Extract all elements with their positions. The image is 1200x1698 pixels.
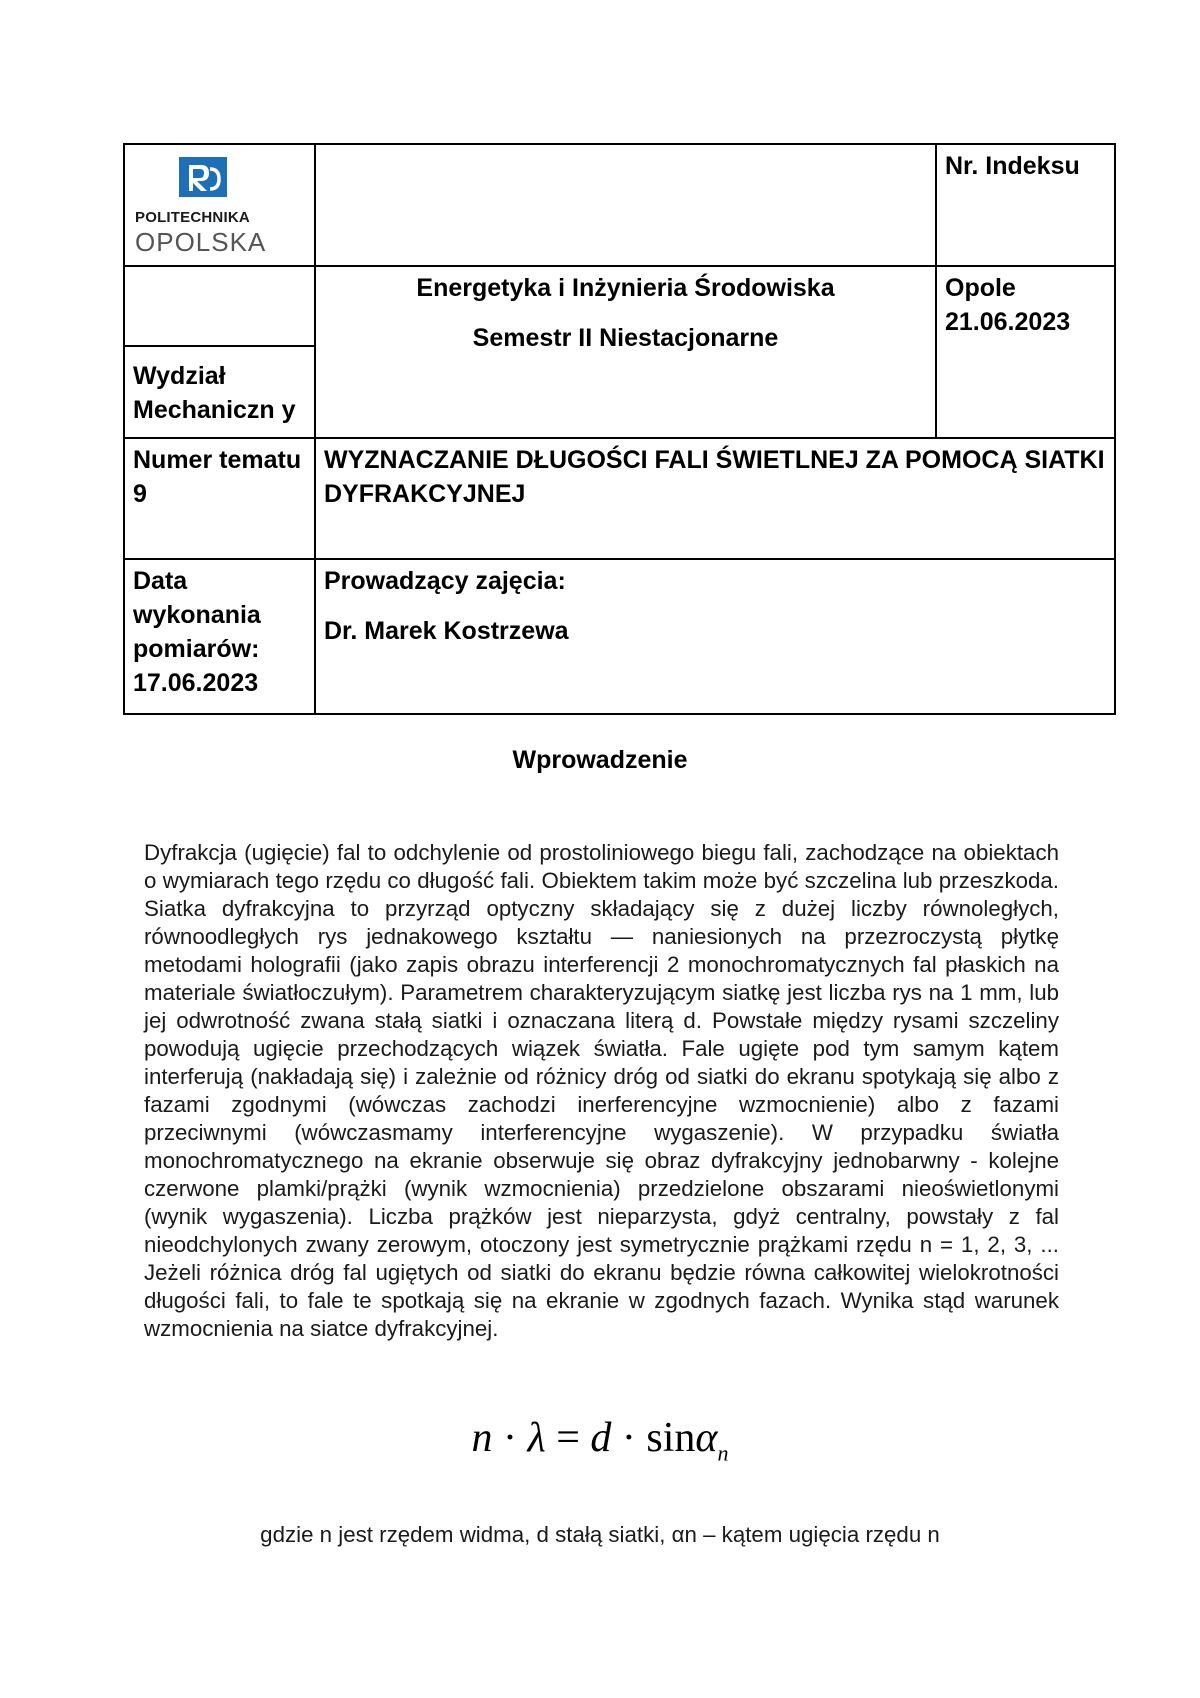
- report-date: 21.06.2023: [945, 308, 1071, 336]
- formula-equals: =: [556, 1415, 580, 1461]
- logo-mark-icon: [179, 157, 227, 197]
- formula-d: d: [590, 1415, 612, 1461]
- grating-equation: [0, 1410, 1200, 1481]
- topic-number-cell: [124, 438, 315, 559]
- university-logo: [135, 151, 265, 261]
- report-header-table: [123, 143, 1116, 715]
- index-number-cell: [936, 144, 1115, 266]
- topic-title-cell: [315, 438, 1115, 559]
- formula-subscript: n: [717, 1440, 729, 1466]
- place: Opole: [945, 274, 1016, 302]
- logo-cell: [124, 144, 315, 266]
- semester: Semestr II Niestacjonarne: [472, 324, 779, 352]
- instructor-label: Prowadzący zajęcia:: [324, 567, 566, 595]
- formula-dot-1: ·: [503, 1415, 518, 1461]
- instructor-name: Dr. Marek Kostrzewa: [324, 617, 569, 645]
- topic-number-label: Numer tematu 9: [133, 446, 302, 508]
- field-of-study: Energetyka i Inżynieria Środowiska: [416, 274, 835, 302]
- measurement-date-cell: [124, 559, 315, 714]
- logo-name: POLITECHNIKA: [135, 209, 250, 226]
- instructor-cell: [315, 559, 1115, 714]
- formula-alpha: α: [695, 1415, 718, 1461]
- formula-lambda: λ: [527, 1415, 546, 1461]
- topic-title: WYZNACZANIE DŁUGOŚCI FALI ŚWIETLNEJ ZA POMOCĄ SIATKI DYFRAKCYJNEJ: [324, 446, 1105, 508]
- place-date-cell: [936, 266, 1115, 438]
- faculty-label: Wydział Mechaniczn y: [133, 362, 296, 424]
- formula-legend: gdzie n jest rzędem widma, d stałą siatki, αn – kątem ugięcia rzędu n: [260, 1522, 940, 1547]
- faculty-divider: [125, 305, 314, 347]
- formula-n: n: [471, 1415, 493, 1461]
- measurement-date-label: Data wykonania pomiarów: 17.06.2023: [133, 567, 261, 697]
- formula-dot-2: ·: [621, 1415, 636, 1461]
- formula-sin: sin: [646, 1415, 696, 1461]
- faculty-cell: [124, 266, 315, 438]
- blank-cell: [315, 144, 936, 266]
- intro-paragraph: Dyfrakcja (ugięcie) fal to odchylenie od prostoliniowego biegu fali, zachodzące na obiektach o wymiarach tego rzędu co długość fali. Obiektem takim może być szczelina lub przeszkoda. Siatka dyfrakcyjna to przyrząd optyczny składający się z dużej liczby równoległych, równoodległych rys jednakowego kształtu — naniesionych na przezroczystą płytkę metodami holografii (jako zapis obrazu interferencji 2 monochromatycznych fal płaskich na materiale światłoczułym). Parametrem charakteryzującym siatkę jest liczba rys na 1 mm, lub jej odwrotność zwana stałą siatki i oznaczana literą d. Powstałe między rysami szczeliny powodują ugięcie przechodzących wiązek światła. Fale ugięte pod tym samym kątem interferują (nakładają się) i zależnie od różnicy dróg od siatki do ekranu spotykają się albo z fazami zgodnymi (wówczas zachodzi inerferencyjne wzmocnienie) albo z fazami przeciwnymi (wówczasmamy interferencyjne wygaszenie). W przypadku światła monochromatycznego na ekranie obserwuje się obraz dyfrakcyjny jednobarwny - kolejne czerwone plamki/prążki (wynik wzmocnienia) przedzielone obszarami nieoświetlonymi (wynik wygaszenia). Liczba prążków jest nieparzysta, gdyż centralny, powstały z fal nieodchylonych zwany zerowym, otoczony jest symetrycznie prążkami rzędu n = 1, 2, 3, ... Jeżeli różnica dróg fal ugiętych od siatki do ekranu będzie równa całkowitej wielokrotności długości fali, to fale te spotkają się na ekranie w zgodnych fazach. Wynika stąd warunek wzmocnienia na siatce dyfrakcyjnej.: [144, 840, 1059, 1341]
- section-title: Wprowadzenie: [512, 746, 688, 774]
- course-info-cell: [315, 266, 936, 438]
- logo-subname: OPOLSKA: [135, 227, 267, 257]
- index-label: Nr. Indeksu: [945, 152, 1080, 180]
